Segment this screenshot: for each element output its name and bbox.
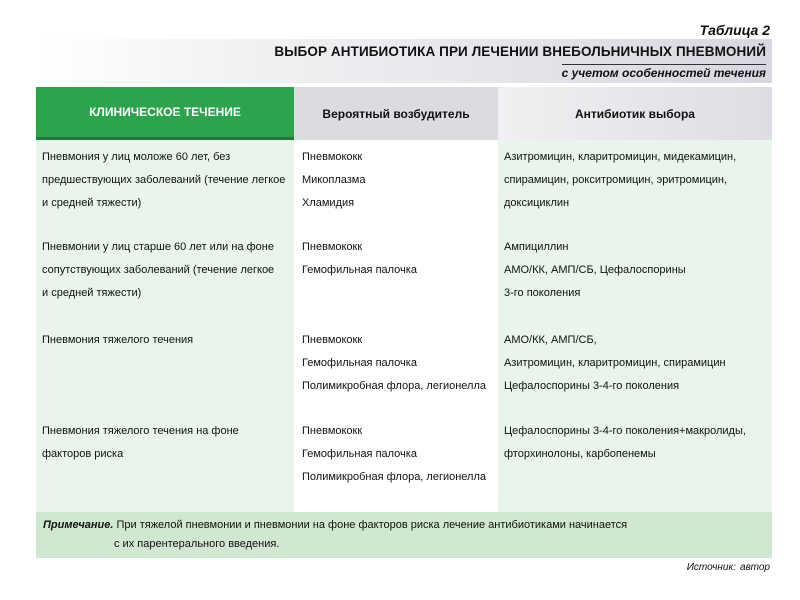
header-antibiotic: Антибиотик выбора xyxy=(498,87,772,140)
row3-course: Пневмония тяжелого течения xyxy=(42,334,194,346)
header-pathogen: Вероятный возбудитель xyxy=(294,87,498,140)
row2-course: Пневмонии у лиц старше 60 лет или на фоне сопутствующих заболеваний (течение легкое и средней тяжести) xyxy=(42,241,275,299)
note-text-line1: При тяжелой пневмонии и пневмонии на фоне факторов риска лечение антибиотиками начинается xyxy=(116,519,628,531)
row3-pathogens: Пневмококк Гемофильная палочка Полимикробная флора, легионелла xyxy=(302,334,487,392)
header-row xyxy=(36,87,772,140)
row4-antibiotics: Цефалоспорины 3-4-го поколения+макролиды, фторхинолоны, карбопенемы xyxy=(504,425,746,460)
table-subtitle: с учетом особенностей течения xyxy=(561,66,766,80)
row2-antibiotics: Ампициллин АМО/КК, АМП/СБ, Цефалоспорины 3-го поколения xyxy=(504,241,686,299)
source xyxy=(683,562,770,573)
table-number: Таблица 2 xyxy=(699,22,770,38)
note-text-line2: с их парентерального введения. xyxy=(114,538,280,550)
row4-course: Пневмония тяжелого течения на фоне факторов риска xyxy=(42,425,239,460)
row4-pathogens: Пневмококк Гемофильная палочка Полимикробная флора, легионелла xyxy=(302,425,487,483)
row1-course: Пневмония у лиц моложе 60 лет, без предшествующих заболеваний (течение легкое и средней тяжести) xyxy=(42,151,286,209)
note-box xyxy=(36,512,772,558)
source-label: Источник: xyxy=(686,562,736,573)
note-label: Примечание. xyxy=(43,519,114,531)
source-value: автор xyxy=(739,562,770,573)
header-clinical-course: КЛИНИЧЕСКОЕ ТЕЧЕНИЕ xyxy=(36,87,294,140)
row1-antibiotics: Азитромицин, кларитромицин, мидекамицин, спирамицин, рокситромицин, эритромицин, доксициклин xyxy=(504,151,737,209)
row3-antibiotics: АМО/КК, АМП/СБ, Азитромицин, кларитромицин, спирамицин Цефалоспорины 3-4-го поколения xyxy=(504,334,726,392)
table-title: ВЫБОР АНТИБИОТИКА ПРИ ЛЕЧЕНИИ ВНЕБОЛЬНИЧНЫХ ПНЕВМОНИЙ xyxy=(274,44,766,59)
row1-pathogens: Пневмококк Микоплазма Хламидия xyxy=(302,151,366,209)
row2-pathogens: Пневмококк Гемофильная палочка xyxy=(302,241,417,276)
